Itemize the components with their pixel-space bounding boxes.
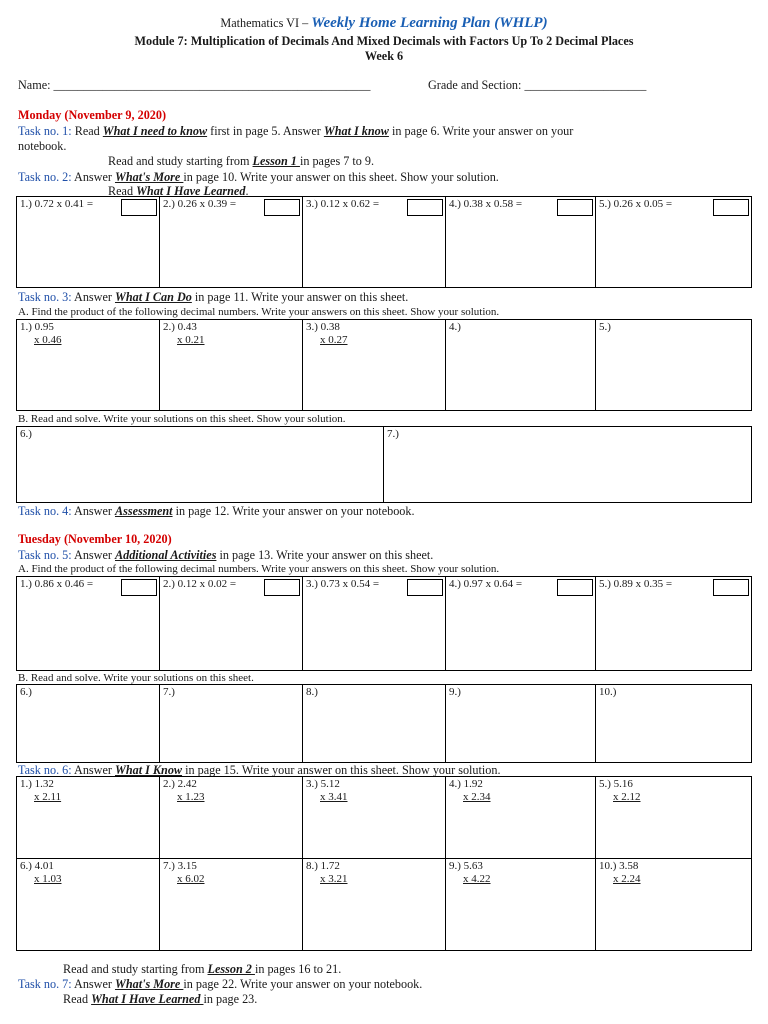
solution-cell[interactable]: 8.) 1.72 x 3.21 [303,859,446,951]
solution-cell[interactable]: 5.) 5.16 x 2.12 [596,777,752,859]
answer-box[interactable] [264,199,300,216]
read-learned-2: Read What I Have Learned in page 23. [63,992,258,1006]
task-1: Task no. 1: Read What I need to know first in page 5. Answer What I know in page 6. Write your answer on your [18,124,574,138]
task-3-table-b [16,426,752,503]
part-b-instruction: B. Read and solve. Write your solutions on this sheet. Show your solution. [18,413,346,425]
task-5: Task no. 5: Answer Additional Activities in page 13. Write your answer on this sheet. [18,548,434,562]
task-3: Task no. 3: Answer What I Can Do in page 11. Write your answer on this sheet. [18,290,409,304]
document-title [0,14,768,32]
solution-cell[interactable]: 6.) 4.01 x 1.03 [17,859,160,951]
task-2-table [16,196,752,288]
answer-cell[interactable]: 4.) 0.38 x 0.58 = [446,197,596,288]
answer-box[interactable] [264,579,300,596]
solution-cell[interactable]: 2.) 0.43 x 0.21 [160,320,303,411]
answer-cell[interactable]: 5.) 0.89 x 0.35 = [596,577,752,671]
week-label: Week 6 [364,49,404,63]
answer-cell[interactable]: 1.) 0.72 x 0.41 = [17,197,160,288]
part-a-instruction: A. Find the product of the following decimal numbers. Write your answers on this sheet. Show your solution. [18,306,500,318]
answer-box[interactable] [407,199,443,216]
solution-cell[interactable]: 4.) [446,320,596,411]
task-5-table-b [16,684,752,763]
answer-cell[interactable]: 5.) 0.26 x 0.05 = [596,197,752,288]
solution-cell[interactable]: 7.) [160,685,303,763]
task-3-table-a [16,319,752,411]
solution-cell[interactable]: 3.) 0.38 x 0.27 [303,320,446,411]
answer-cell[interactable]: 3.) 0.12 x 0.62 = [303,197,446,288]
answer-cell[interactable]: 3.) 0.73 x 0.54 = [303,577,446,671]
solution-cell[interactable]: 6.) [17,685,160,763]
solution-cell[interactable]: 9.) 5.63 x 4.22 [446,859,596,951]
tuesday-heading: Tuesday (November 10, 2020) [18,532,172,546]
answer-cell[interactable]: 1.) 0.86 x 0.46 = [17,577,160,671]
solution-cell[interactable]: 7.) 3.15 x 6.02 [160,859,303,951]
read-learned-1: Read What I Have Learned. [108,184,249,198]
grade-section-field: Grade and Section: ____________________ [428,78,647,92]
study-lesson-1: Read and study starting from Lesson 1 in pages 7 to 9. [108,154,375,168]
study-lesson-2: Read and study starting from Lesson 2 in pages 16 to 21. [63,962,342,976]
solution-cell[interactable]: 4.) 1.92 x 2.34 [446,777,596,859]
answer-cell[interactable]: 2.) 0.26 x 0.39 = [160,197,303,288]
answer-box[interactable] [557,579,593,596]
solution-cell[interactable]: 7.) [384,427,752,503]
answer-box[interactable] [557,199,593,216]
answer-box[interactable] [713,579,749,596]
answer-box[interactable] [121,199,157,216]
task-label: Task no. 1: [18,124,72,138]
part-a-instruction: A. Find the product of the following decimal numbers. Write your answers on this sheet. Show your solution. [18,563,500,575]
answer-box[interactable] [407,579,443,596]
solution-cell[interactable]: 10.) [596,685,752,763]
solution-cell[interactable]: 3.) 5.12 x 3.41 [303,777,446,859]
part-b-instruction: B. Read and solve. Write your solutions on this sheet. [18,672,254,684]
solution-cell[interactable]: 10.) 3.58 x 2.24 [596,859,752,951]
task-7: Task no. 7: Answer What's More in page 22. Write your answer on your notebook. [18,977,423,991]
solution-cell[interactable]: 2.) 2.42 x 1.23 [160,777,303,859]
task-1-cont: notebook. [18,139,67,153]
task-6-table [16,776,752,951]
answer-box[interactable] [713,199,749,216]
solution-cell[interactable]: 8.) [303,685,446,763]
answer-cell[interactable]: 2.) 0.12 x 0.02 = [160,577,303,671]
solution-cell[interactable]: 1.) 1.32 x 2.11 [17,777,160,859]
plan-title: Weekly Home Learning Plan (WHLP) [311,15,548,31]
name-field: Name: ____________________________________________________ [18,78,371,92]
answer-cell[interactable]: 4.) 0.97 x 0.64 = [446,577,596,671]
subject-label: Mathematics VI – [220,16,312,30]
solution-cell[interactable]: 9.) [446,685,596,763]
task-4: Task no. 4: Answer Assessment in page 12. Write your answer on your notebook. [18,504,415,518]
task-6: Task no. 6: Answer What I Know in page 15. Write your answer on this sheet. Show your solution. [18,763,501,777]
solution-cell[interactable]: 1.) 0.95 x 0.46 [17,320,160,411]
answer-box[interactable] [121,579,157,596]
solution-cell[interactable]: 6.) [17,427,384,503]
task-5-table-a [16,576,752,671]
task-2: Task no. 2: Answer What's More in page 10. Write your answer on this sheet. Show your solution. [18,170,499,184]
monday-heading: Monday (November 9, 2020) [18,108,167,122]
solution-cell[interactable]: 5.) [596,320,752,411]
module-title: Module 7: Multiplication of Decimals And Mixed Decimals with Factors Up To 2 Decimal Places [134,34,634,48]
